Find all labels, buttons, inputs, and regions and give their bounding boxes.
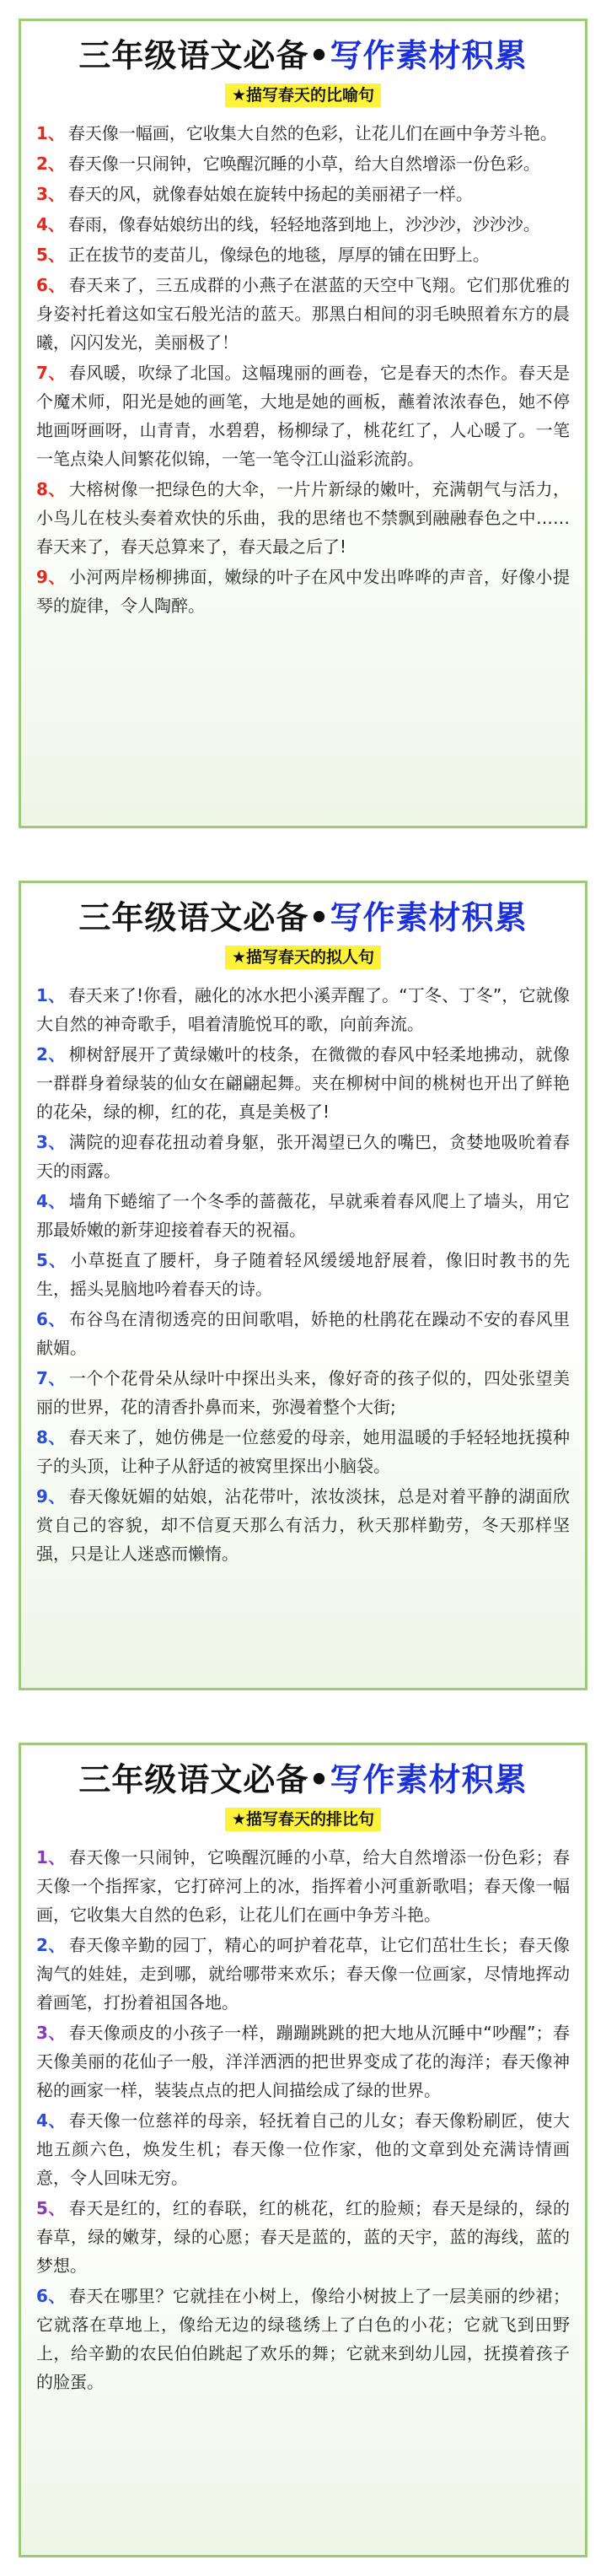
item-text: 春天像一位慈祥的母亲，轻抚着自己的儿女；春天像粉刷匠，使大地五颜六色，焕发生机；春天像一位作家，他的文章到处充满诗情画意，令人回味无穷。 (36, 2110, 570, 2188)
item-number: 1、 (36, 1847, 66, 1867)
item-number: 6、 (36, 2286, 66, 2306)
sentence-item (36, 358, 570, 473)
item-number: 8、 (36, 479, 66, 499)
item-number: 4、 (36, 214, 65, 234)
item-number: 2、 (36, 1044, 66, 1064)
item-number: 2、 (36, 1935, 66, 1955)
title-main: 三年级语文必备 (78, 1761, 309, 1798)
title-highlight: 写作素材积累 (330, 1761, 528, 1798)
sentence-item (36, 1423, 570, 1480)
subtitle-wrap (36, 1808, 570, 1831)
item-text: 春天在哪里？它就挂在小树上，像给小树披上了一层美丽的纱裙；它就落在草地上，像给无边的绿毯绣上了白色的小花；它就飞到田野上，给辛勤的农民伯伯跳起了欢乐的舞；它就来到幼儿园，抚摸着孩子的脸蛋。 (36, 2286, 570, 2392)
sentence-item (36, 210, 570, 239)
title-main: 三年级语文必备 (78, 37, 309, 74)
item-text: 一个个花骨朵从绿叶中探出头来，像好奇的孩子似的，四处张望美丽的世界，花的清香扑鼻而来，弥漫着整个大街; (36, 1368, 570, 1417)
title-dot: • (308, 899, 330, 936)
item-number: 3、 (36, 184, 65, 204)
card-title (36, 1757, 570, 1803)
item-text: 布谷鸟在清彻透亮的田间歌唱，娇艳的杜鹃花在躁动不安的春风里献媚。 (36, 1309, 570, 1358)
sentence-item (36, 149, 570, 178)
sentence-item (36, 2018, 570, 2104)
item-text: 春天来了!你看，融化的冰水把小溪弄醒了。“丁冬、丁冬”，它就像大自然的神奇歌手，唱着清脆悦耳的歌，向前奔流。 (36, 985, 570, 1034)
sentence-item (36, 1305, 570, 1362)
item-text: 春天是红的，红的春联，红的桃花，红的脸颊；春天是绿的，绿的春草，绿的嫩芽，绿的心愿；春天是蓝的，蓝的天宇，蓝的海线，蓝的梦想。 (36, 2198, 570, 2276)
subtitle-wrap (36, 946, 570, 969)
item-text: 春风暖，吹绿了北国。这幅瑰丽的画卷，它是春天的杰作。春天是个魔术师，阳光是她的画笔，大地是她的画板，蘸着浓浓春色，她不停地画呀画呀，山青青，水碧碧，杨柳绿了，桃花红了，人心暖了。一笔一笔点染人间繁花似锦，一笔一笔令江山溢彩流韵。 (36, 363, 570, 469)
item-number: 5、 (36, 2198, 66, 2218)
item-number: 7、 (36, 363, 66, 383)
card-metaphor (19, 19, 587, 828)
card-title (36, 33, 570, 78)
item-text: 春天的风，就像春姑娘在旋转中扬起的美丽裙子一样。 (67, 184, 473, 204)
item-number: 5、 (36, 1250, 67, 1270)
item-number: 7、 (36, 1368, 66, 1388)
item-text: 春天像顽皮的小孩子一样，蹦蹦跳跳的把大地从沉睡中“吵醒”；春天像美丽的花仙子一般，洋洋洒洒的把世界变成了花的海洋；春天像神秘的画家一样，装装点点的把人间描绘成了绿的世界。 (36, 2023, 570, 2100)
item-number: 1、 (36, 123, 65, 143)
item-text: 春天来了，三五成群的小燕子在湛蓝的天空中飞翔。它们那优雅的身姿衬托着这如宝石般光洁的蓝天。那黑白相间的羽毛映照着东方的晨曦，闪闪发光，美丽极了！ (36, 275, 570, 353)
sentence-item (36, 1128, 570, 1185)
sentence-item (36, 1843, 570, 1929)
subtitle-wrap (36, 84, 570, 107)
sentence-item (36, 240, 570, 269)
subtitle-badge: ★描写春天的比喻句 (225, 84, 381, 107)
item-number: 3、 (36, 2023, 66, 2043)
item-text: 小草挺直了腰杆，身子随着轻风缓缓地舒展着，像旧时教书的先生，摇头晃脑地吟着春天的诗。 (36, 1250, 571, 1299)
card-parallelism (19, 1743, 587, 2557)
item-text: 大榕树像一把绿色的大伞，一片片新绿的嫩叶，充满朝气与活力，小鸟儿在枝头奏着欢快的乐曲，我的思绪也不禁飘到融融春色之中……春天来了，春天总算来了，春天最之后了! (36, 479, 570, 557)
item-number: 5、 (36, 245, 65, 265)
item-text: 春天像辛勤的园丁，精心的呵护着花草，让它们茁壮生长；春天像淘气的娃娃，走到哪，就给哪带来欢乐；春天像一位画家，尽情地挥动着画笔，打扮着祖国各地。 (36, 1935, 570, 2013)
item-text: 柳树舒展开了黄绿嫩叶的枝条，在微微的春风中轻柔地拂动，就像一群群身着绿装的仙女在翩翩起舞。夹在柳树中间的桃树也开出了鲜艳的花朵，绿的柳，红的花，真是美极了! (36, 1044, 570, 1122)
item-text: 墙角下蜷缩了一个冬季的蔷薇花，早就乘着春风爬上了墙头，用它那最娇嫩的新芽迎接着春天的祝福。 (36, 1191, 570, 1240)
sentence-item (36, 475, 570, 561)
item-number: 2、 (36, 154, 65, 174)
sentence-item (36, 119, 570, 148)
item-number: 6、 (36, 1309, 66, 1329)
title-highlight: 写作素材积累 (330, 37, 528, 74)
sentence-list (36, 1843, 570, 2396)
item-text: 春天像一只闹钟，它唤醒沉睡的小草，给大自然增添一份色彩。 (67, 154, 540, 174)
subtitle-badge: ★描写春天的排比句 (225, 1808, 381, 1831)
sentence-item (36, 1482, 570, 1568)
item-text: 春雨，像春姑娘纺出的线，轻轻地落到地上，沙沙沙，沙沙沙。 (67, 214, 540, 234)
sentence-list (36, 119, 570, 620)
item-text: 春天像妩媚的姑娘，沾花带叶，浓妆淡抹，总是对着平静的湖面欣赏自己的容貌，却不信夏天那么有活力，秋天那样勤劳，冬天那样坚强，只是让人迷惑而懒惰。 (36, 1486, 570, 1564)
item-number: 9、 (36, 567, 66, 587)
item-text: 春天来了，她仿佛是一位慈爱的母亲，她用温暖的手轻轻地抚摸种子的头顶，让种子从舒适的被窝里探出小脑袋。 (36, 1427, 570, 1476)
title-dot: • (308, 1761, 330, 1798)
sentence-item (36, 2282, 570, 2396)
item-text: 满院的迎春花扭动着身躯，张开渴望已久的嘴巴，贪婪地吸吮着春天的雨露。 (36, 1132, 570, 1181)
item-number: 9、 (36, 1486, 66, 1506)
sentence-item (36, 563, 570, 620)
item-number: 1、 (36, 985, 66, 1005)
item-number: 4、 (36, 2110, 66, 2131)
sentence-item (36, 1187, 570, 1244)
item-text: 正在拔节的麦苗儿，像绿色的地毯，厚厚的铺在田野上。 (67, 245, 490, 265)
sentence-item (36, 271, 570, 357)
sentence-item (36, 1364, 570, 1421)
item-number: 6、 (36, 275, 66, 295)
item-text: 春天像一只闹钟，它唤醒沉睡的小草，给大自然增添一份色彩；春天像一个指挥家，它打碎河上的冰，指挥着小河重新歌唱；春天像一幅画，它收集大自然的色彩，让花儿们在画中争芳斗艳。 (36, 1847, 570, 1925)
item-number: 8、 (36, 1427, 66, 1447)
card-personification (19, 881, 587, 1690)
sentence-item (36, 1246, 570, 1303)
item-number: 3、 (36, 1132, 66, 1152)
title-dot: • (308, 37, 330, 74)
card-title (36, 895, 570, 940)
title-highlight: 写作素材积累 (330, 899, 528, 936)
item-text: 小河两岸杨柳拂面，嫩绿的叶子在风中发出哗哗的声音，好像小提琴的旋律，令人陶醉。 (36, 567, 570, 616)
sentence-item (36, 180, 570, 208)
item-number: 4、 (36, 1191, 66, 1211)
sentence-list (36, 981, 570, 1568)
sentence-item (36, 1931, 570, 2017)
item-text: 春天像一幅画，它收集大自然的色彩，让花儿们在画中争芳斗艳。 (67, 123, 557, 143)
sentence-item (36, 1040, 570, 1126)
sentence-item (36, 2106, 570, 2192)
sentence-item (36, 2194, 570, 2280)
title-main: 三年级语文必备 (78, 899, 309, 936)
subtitle-badge: ★描写春天的拟人句 (225, 946, 381, 969)
sentence-item (36, 981, 570, 1038)
